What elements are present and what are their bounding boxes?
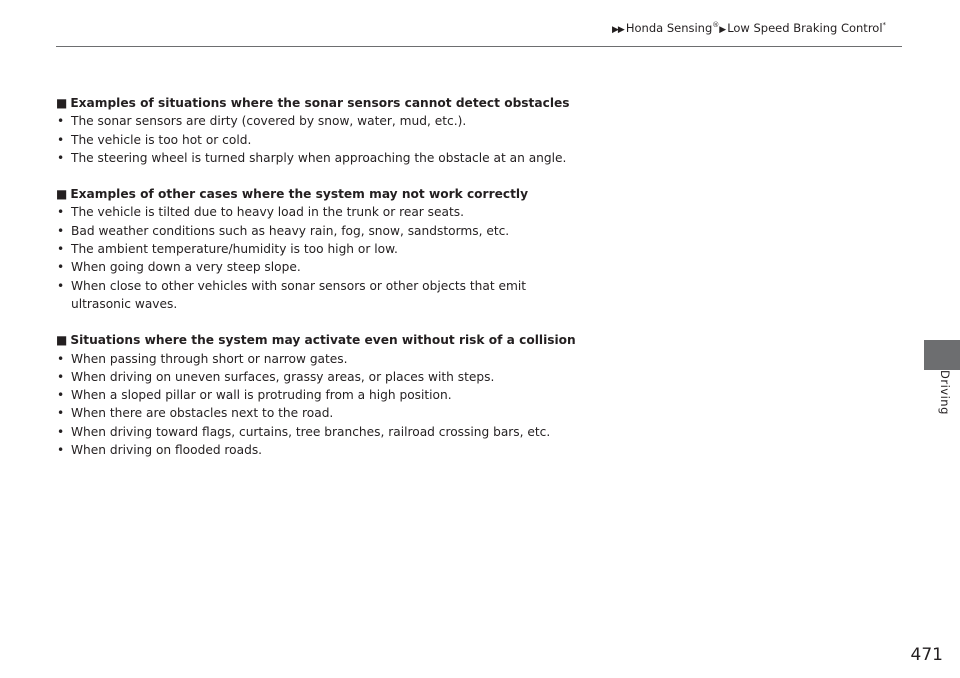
list-item: • When driving on flooded roads. — [56, 441, 676, 459]
list-item: • Bad weather conditions such as heavy rain, fog, snow, sandstorms, etc. — [56, 222, 676, 240]
list-item: • The ambient temperature/humidity is too high or low. — [56, 240, 676, 258]
section-title: ■ Examples of other cases where the system may not work correctly — [56, 187, 529, 202]
list-item: • When driving toward flags, curtains, tree branches, railroad crossing bars, etc. — [56, 423, 676, 441]
breadcrumb-subsection: Low Speed Braking Control — [727, 21, 883, 35]
bullet-icon: • — [57, 369, 65, 384]
square-bullet-icon: ■ — [56, 96, 68, 110]
bullet-icon: • — [57, 150, 65, 165]
bullet-icon: • — [57, 132, 65, 147]
bullet-icon: • — [57, 278, 65, 293]
breadcrumb — [612, 21, 886, 35]
bullet-icon: • — [57, 242, 65, 257]
section-other-cases — [56, 185, 676, 313]
section-title: ■ Situations where the system may activate even without risk of a collision — [56, 333, 576, 348]
list-item: • The steering wheel is turned sharply when approaching the obstacle at an angle. — [56, 149, 676, 167]
arrow-icon: ▶ — [719, 25, 726, 35]
list-item: • When there are obstacles next to the road. — [56, 404, 676, 422]
page-number: 471 — [910, 645, 943, 665]
bullet-icon: • — [57, 351, 65, 366]
list-item: • The sonar sensors are dirty (covered by snow, water, mud, etc.). — [56, 112, 676, 130]
bullet-icon: • — [57, 205, 65, 220]
bullet-icon: • — [57, 406, 65, 421]
bullet-icon: • — [57, 223, 65, 238]
asterisk-mark: * — [882, 21, 887, 30]
list-item: • When driving on uneven surfaces, grassy areas, or places with steps. — [56, 368, 676, 386]
bullet-icon: • — [57, 260, 65, 275]
bullet-icon: • — [57, 424, 65, 439]
section-false-activation — [56, 331, 676, 459]
main-content — [56, 94, 676, 477]
square-bullet-icon: ■ — [56, 333, 68, 348]
chapter-tab — [924, 340, 960, 370]
chapter-label: Driving — [938, 370, 952, 415]
list-item: • The vehicle is tilted due to heavy load in the trunk or rear seats. — [56, 203, 676, 221]
bullet-icon: • — [57, 114, 65, 129]
list-item: • When close to other vehicles with sonar sensors or other objects that emit ultrasonic waves. — [57, 278, 527, 311]
list-item: • When going down a very steep slope. — [56, 258, 676, 276]
list-item: • The vehicle is too hot or cold. — [56, 131, 676, 149]
double-arrow-icon: ▶▶ — [612, 25, 624, 35]
section-sonar-detection — [56, 94, 676, 167]
registered-mark: ® — [712, 21, 720, 30]
list-item: • When passing through short or narrow gates. — [56, 350, 676, 368]
header-rule — [56, 46, 902, 47]
square-bullet-icon: ■ — [56, 187, 68, 202]
bullet-icon: • — [57, 388, 65, 403]
breadcrumb-section: Honda Sensing — [625, 21, 713, 35]
bullet-icon: • — [57, 443, 65, 458]
section-title: ■ Examples of situations where the sonar sensors cannot detect obstacles — [56, 96, 570, 110]
list-item: • When a sloped pillar or wall is protruding from a high position. — [56, 386, 676, 404]
